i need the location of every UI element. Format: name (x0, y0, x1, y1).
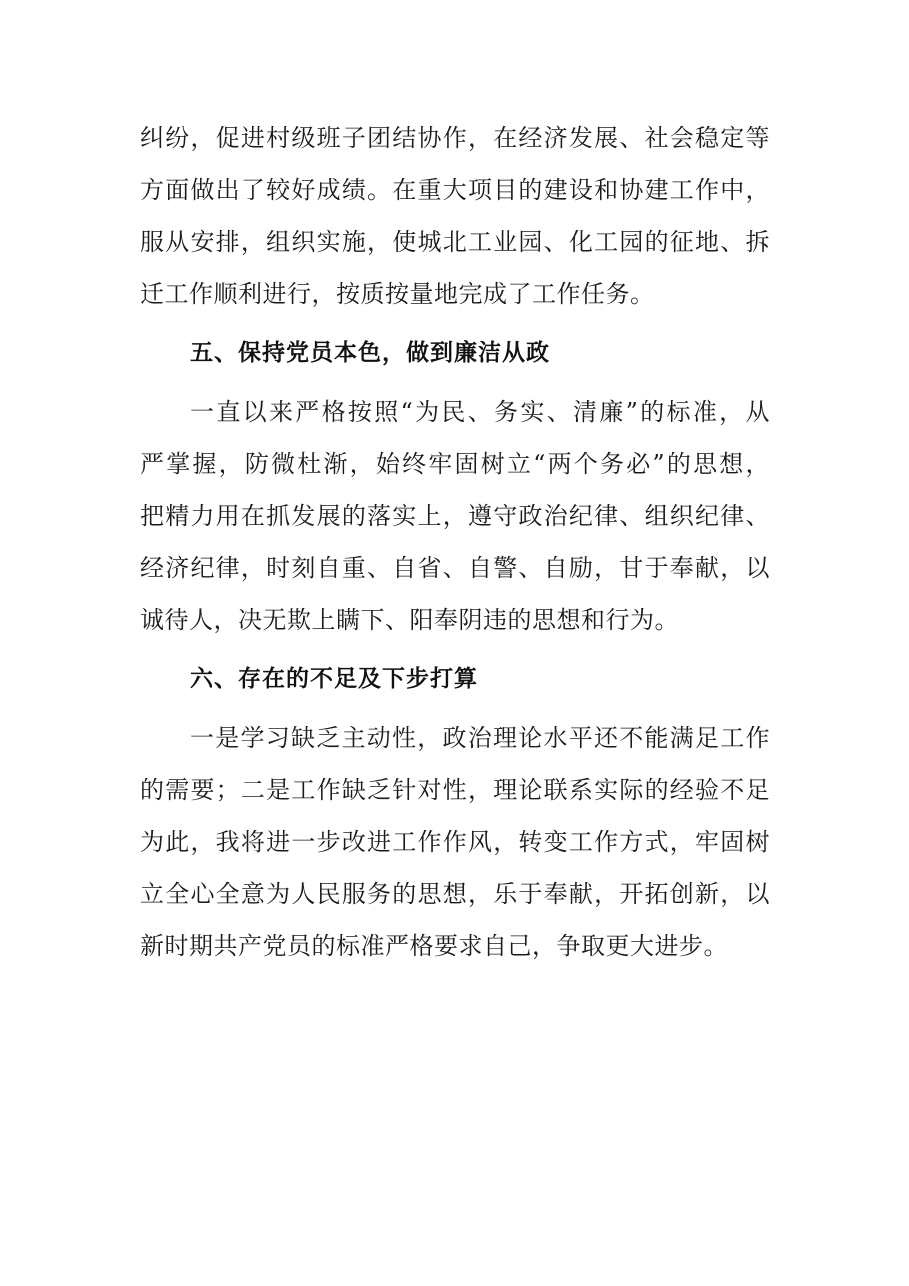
text-line: 把精力用在抓发展的落实上，遵守政治纪律、组织纪律、 (140, 502, 770, 530)
text-line: 一直以来严格按照“为民、务实、清廉”的标准，从 (190, 398, 770, 426)
text-line: 的需要；二是工作缺乏针对性，理论联系实际的经验不足 (140, 776, 770, 804)
paragraph-integrity (140, 386, 770, 646)
text-line: 立全心全意为人民服务的思想，乐于奉献，开拓创新，以 (140, 880, 770, 908)
paragraph-continuation (140, 112, 770, 320)
document-body (140, 112, 770, 972)
text-line: 一是学习缺乏主动性，政治理论水平还不能满足工作 (190, 724, 770, 752)
text-line: 新时期共产党员的标准严格要求自己，争取更大进步。 (140, 932, 728, 960)
text-line: 服从安排，组织实施，使城北工业园、化工园的征地、拆 (140, 228, 770, 256)
text-line: 方面做出了较好成绩。在重大项目的建设和协建工作中， (140, 176, 770, 204)
paragraph-shortcomings (140, 712, 770, 972)
text-line: 严掌握，防微杜渐，始终牢固树立“两个务必”的思想， (140, 450, 770, 478)
section-heading-five: 五、保持党员本色，做到廉洁从政 (190, 340, 550, 366)
text-line: 诚待人，决无欺上瞒下、阳奉阴违的思想和行为。 (140, 606, 679, 634)
text-line: 迁工作顺利进行，按质按量地完成了工作任务。 (140, 280, 655, 308)
text-line: 纠纷，促进村级班子团结协作，在经济发展、社会稳定等 (140, 124, 770, 152)
text-line: 为此，我将进一步改进工作作风，转变工作方式，牢固树 (140, 828, 770, 856)
text-line: 经济纪律，时刻自重、自省、自警、自励，甘于奉献，以 (140, 554, 770, 582)
section-heading-six: 六、存在的不足及下步打算 (190, 666, 478, 692)
